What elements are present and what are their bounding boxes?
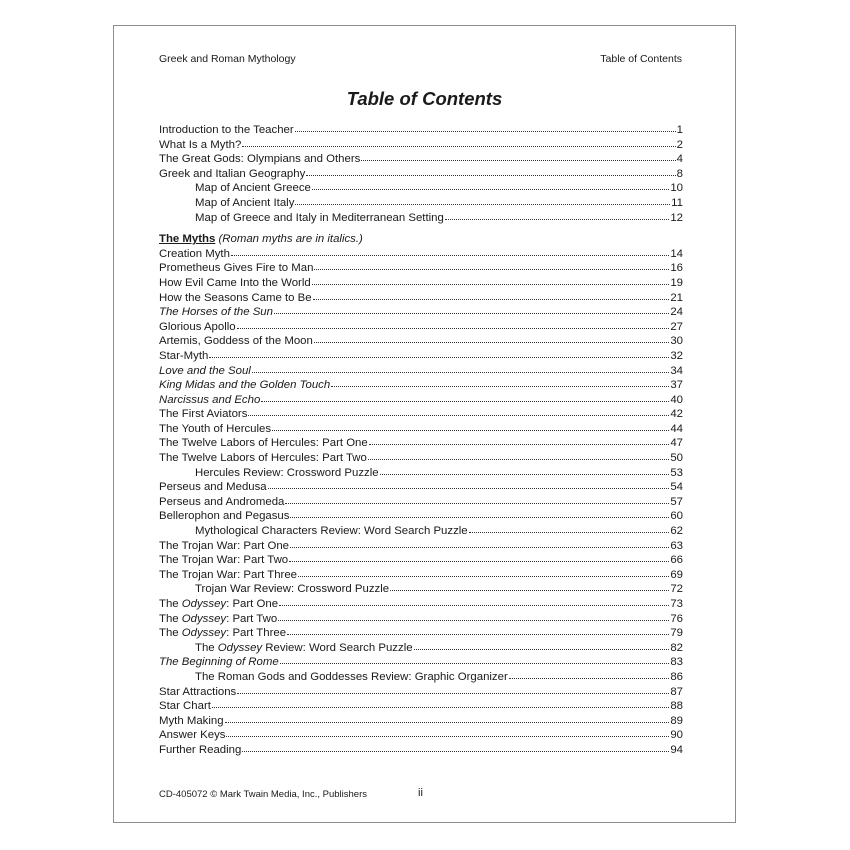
toc-page-number: 82 [670,641,683,654]
toc-entry-title-part: The Trojan War: Part Two [159,554,289,567]
toc-entry-title-part: Star Attractions [159,685,237,698]
toc-entry-title [159,509,289,524]
toc-entry-title-part: : Part One [226,598,279,610]
toc-entry-title-part: Bellerophon and Pegasus [159,510,290,523]
toc-page-number: 60 [670,510,683,523]
dot-leader [231,246,669,256]
toc-entry-title-part: Perseus and Andromeda [159,495,285,508]
toc-entry-title-part: Prometheus Gives Fire to Man [159,262,314,275]
dot-leader [237,684,669,694]
toc-page-number: 62 [670,525,683,538]
dot-leader [290,508,669,518]
toc-front-matter [159,123,683,225]
section-gap [159,225,683,232]
toc-page-number: 47 [670,437,683,450]
toc-entry [159,685,683,700]
toc-entry-title [195,196,294,211]
dot-leader [274,304,669,314]
dot-leader [225,713,670,723]
toc-entry-title [159,699,211,714]
toc-entry-title [159,568,297,583]
toc-page-number: 73 [670,598,683,610]
footer-page-number: ii [418,787,423,799]
toc-entry-title-part: Creation Myth [159,247,230,260]
toc-entry-title-part: Perseus and Medusa [159,481,267,494]
toc-page-number: 10 [670,182,683,195]
toc-page-number: 89 [670,714,683,727]
toc-entry-title-part: Myth Making [159,714,224,727]
toc-entry-title-part: : Part Three [226,627,287,640]
toc-entry-title-part: The Trojan War: Part Three [159,568,298,581]
dot-leader [287,625,669,635]
toc-entry [159,553,683,568]
toc-entry-title [159,553,288,568]
toc-myths-list [159,247,683,758]
dot-leader [390,581,669,591]
toc-entry-title-part: : Part Two [226,612,278,625]
toc-entry [159,276,683,291]
toc-entry-title-part: Odyssey [181,612,227,625]
toc-entry-title-part: Odyssey [181,598,227,610]
toc-page-number: 12 [670,211,683,224]
toc-entry-title-part: The [159,627,182,640]
toc-entry-title-part: Further Reading [159,743,242,756]
toc-page-number: 72 [670,583,683,596]
toc-entry-title [195,466,379,481]
toc-page-number: 32 [670,349,683,362]
toc-entry [159,495,683,510]
toc-entry-title [159,539,289,554]
toc-page-number: 90 [670,729,683,742]
toc-entry-title-part: The Twelve Labors of Hercules: Part Two [159,452,367,465]
toc-entry-title [159,422,271,437]
running-header-right: Table of Contents [600,53,682,65]
section-title: The Myths [159,233,216,246]
toc-entry [159,568,683,583]
toc-page-number: 8 [676,167,683,180]
dot-leader [280,654,670,664]
toc-entry-title-part: King Midas and the Golden Touch [159,379,331,392]
dot-leader [285,494,669,504]
dot-leader [445,210,669,220]
toc-entry [159,509,683,524]
toc-entry [159,626,683,641]
toc-page-number: 63 [670,539,683,552]
dot-leader [314,260,669,270]
toc-entry-title [159,685,236,700]
toc-entry-title-part: The Roman Gods and Goddesses Review: Graphic Organizer [195,670,508,683]
dot-leader [298,567,669,577]
toc-entry-title [159,495,284,510]
toc-entry-title [159,138,241,153]
dot-leader [290,538,669,548]
toc-entry-title-part: Introduction to the Teacher [159,124,294,136]
dot-leader [380,465,670,475]
toc-entry [159,291,683,306]
toc-entry-title-part: The [159,612,182,625]
toc-entry-title [159,291,312,306]
toc-entry [159,305,683,320]
dot-leader [237,319,670,329]
dot-leader [314,333,669,343]
toc-entry [159,247,683,262]
toc-subentry [159,196,683,211]
toc-entry-title-part: The [195,641,218,654]
toc-page-number: 37 [670,379,683,392]
dot-leader [509,669,670,679]
toc-page-number: 14 [670,247,683,260]
toc-entry-title-part: Glorious Apollo [159,320,236,333]
toc-entry-title-part: Artemis, Goddess of the Moon [159,335,313,348]
toc-entry-title [159,349,208,364]
dot-leader [369,435,670,445]
dot-leader [312,275,670,285]
toc-page-number: 79 [670,627,683,640]
toc-entry-title [159,407,247,422]
toc-page-number: 1 [676,124,683,136]
toc-entry [159,138,683,153]
toc-page-number: 27 [670,320,683,333]
toc-entry-title [159,436,368,451]
toc-entry [159,320,683,335]
toc-entry [159,612,683,627]
toc-entry-title [159,261,313,276]
toc-entry-title [159,612,277,627]
dot-leader [469,523,670,533]
toc-page-number: 88 [670,700,683,713]
toc-entry-title [159,480,267,495]
footer-copyright: CD-405072 © Mark Twain Media, Inc., Publishers [159,789,367,800]
document-page [113,25,736,823]
dot-leader [289,552,669,562]
dot-leader [248,406,669,416]
toc-entry [159,167,683,182]
page-title: Table of Contents [346,88,503,109]
toc-page-number: 2 [676,138,683,151]
dot-leader [242,742,669,752]
toc-page-number: 57 [670,495,683,508]
toc-entry [159,699,683,714]
toc-entry-title [159,451,367,466]
toc-entry-title [159,334,313,349]
toc-page-number: 83 [670,656,683,669]
toc-page-number: 21 [670,291,683,304]
section-note: (Roman myths are in italics.) [218,233,363,246]
toc-entry-title [195,181,311,196]
toc-entry [159,152,683,167]
toc-entry [159,451,683,466]
toc-entry-title-part: Answer Keys [159,729,226,742]
toc-subentry [159,524,683,539]
toc-entry-title-part: The Youth of Hercules [159,422,272,435]
dot-leader [212,698,669,708]
toc-page-number: 86 [670,670,683,683]
toc-entry [159,334,683,349]
dot-leader [272,421,669,431]
toc-entry-title-part: The Horses of the Sun [159,306,273,319]
dot-leader [261,392,669,402]
toc-entry-title [159,123,294,138]
toc-entry-title [159,152,360,167]
toc-entry-title-part: The First Aviators [159,408,248,421]
toc-entry [159,422,683,437]
toc-page-number: 87 [670,685,683,698]
toc-entry-title [159,378,330,393]
dot-leader [242,137,675,147]
toc-entry-title-part: Odyssey [217,641,263,654]
toc-page-number: 40 [670,393,683,406]
toc-page-number: 34 [670,364,683,377]
toc-entry-title-part: Love and the Soul [159,364,251,377]
toc-entry-title [159,320,236,335]
toc-entry-title-part: Star Chart [159,700,211,713]
toc-entry-title [159,714,224,729]
dot-leader [414,640,670,650]
toc-entry-title [195,211,444,226]
dot-leader [306,166,675,176]
toc-entry-title-part: The Twelve Labors of Hercules: Part One [159,437,368,450]
toc-entry-title-part: Map of Ancient Italy [195,196,295,209]
toc-page-number: 42 [670,408,683,421]
dot-leader [312,180,669,190]
toc-entry [159,364,683,379]
toc-entry [159,655,683,670]
toc-entry-title [159,655,279,670]
toc-page-number: 66 [670,554,683,567]
table-of-contents [159,123,683,758]
dot-leader [279,596,669,606]
toc-subentry [159,670,683,685]
toc-entry-title [195,524,468,539]
toc-entry [159,123,683,138]
toc-subentry [159,466,683,481]
toc-entry-title [159,247,230,262]
toc-page-number: 4 [676,153,683,166]
dot-leader [268,479,670,489]
dot-leader [331,377,669,387]
toc-entry-title [159,597,278,612]
toc-entry-title-part: Review: Word Search Puzzle [262,641,413,654]
toc-entry-title [195,582,389,597]
dot-leader [278,611,669,621]
toc-entry-title [159,364,251,379]
toc-subentry [159,211,683,226]
toc-entry-title-part: The [159,598,182,610]
toc-entry-title-part: Map of Greece and Italy in Mediterranean Setting [195,211,444,224]
toc-entry-title-part: Narcissus and Echo [159,393,261,406]
toc-page-number: 16 [670,262,683,275]
toc-entry-title-part: Star-Myth [159,349,209,362]
toc-entry-title [159,743,241,758]
toc-entry-title-part: Odyssey [181,627,227,640]
toc-page-number: 11 [671,196,683,209]
toc-entry [159,393,683,408]
toc-entry [159,349,683,364]
toc-entry-title [195,670,508,685]
toc-entry-title [159,167,305,182]
dot-leader [209,348,669,358]
toc-entry-title-part: Map of Ancient Greece [195,182,311,195]
toc-entry [159,407,683,422]
toc-entry-title [159,728,225,743]
toc-entry [159,539,683,554]
toc-entry-title-part: Greek and Italian Geography [159,167,306,180]
toc-entry-title-part: How Evil Came Into the World [159,276,311,289]
toc-page-number: 53 [670,466,683,479]
toc-page-number: 94 [670,743,683,756]
toc-entry [159,728,683,743]
toc-entry [159,261,683,276]
toc-entry [159,436,683,451]
toc-entry [159,378,683,393]
toc-entry-title-part: The Beginning of Rome [159,656,279,669]
toc-page-number: 24 [670,306,683,319]
toc-page-number: 69 [670,568,683,581]
toc-page-number: 19 [670,276,683,289]
toc-entry-title-part: The Trojan War: Part One [159,539,289,552]
toc-entry-title [159,305,273,320]
myths-section-heading [159,232,683,247]
dot-leader [361,151,675,161]
toc-entry-title [159,276,311,291]
toc-page-number: 76 [670,612,683,625]
toc-page-number: 44 [670,422,683,435]
toc-subentry [159,582,683,597]
toc-entry-title [159,626,286,641]
dot-leader [295,195,670,205]
toc-entry-title [195,641,413,656]
toc-page-number: 54 [670,481,683,494]
toc-subentry [159,181,683,196]
dot-leader [226,727,669,737]
toc-subentry [159,641,683,656]
toc-entry [159,597,683,612]
dot-leader [368,450,669,460]
dot-leader [313,290,670,300]
toc-entry-title-part: Mythological Characters Review: Word Search Puzzle [195,525,468,538]
running-header-left: Greek and Roman Mythology [159,53,296,65]
toc-page-number: 50 [670,452,683,465]
toc-page-number: 30 [670,335,683,348]
toc-entry [159,743,683,758]
dot-leader [295,122,676,132]
toc-entry-title-part: Hercules Review: Crossword Puzzle [195,466,379,479]
dot-leader [252,363,669,373]
toc-entry [159,714,683,729]
toc-entry-title-part: How the Seasons Came to Be [159,291,312,304]
toc-entry-title [159,393,260,408]
toc-entry [159,480,683,495]
toc-entry-title-part: Trojan War Review: Crossword Puzzle [195,583,390,596]
toc-entry-title-part: What Is a Myth? [159,138,242,151]
toc-entry-title-part: The Great Gods: Olympians and Others [159,153,361,166]
